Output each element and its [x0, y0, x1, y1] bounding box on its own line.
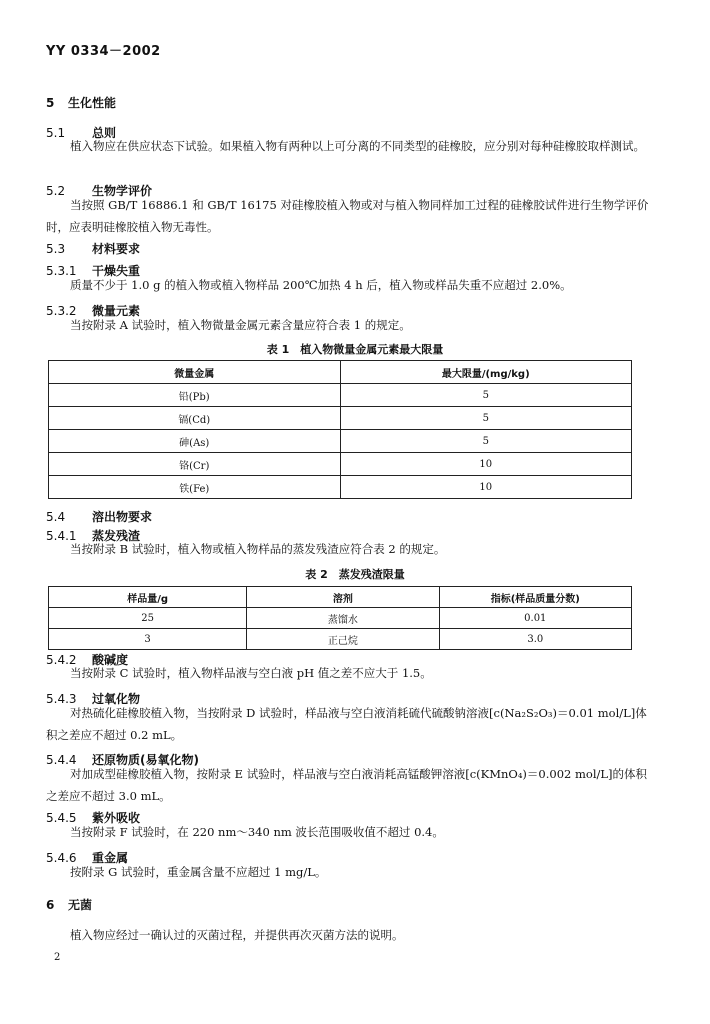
table-header-cell: 最大限量/(mg/kg): [340, 361, 632, 384]
table-cell: 砷(As): [49, 430, 341, 453]
table-cell: 0.01: [439, 608, 631, 629]
table-row: [49, 608, 632, 629]
section-5-4-6-heading: 5.4.6 重金属: [46, 851, 129, 865]
table-cell: 铬(Cr): [49, 453, 341, 476]
section-5-4-4-heading: 5.4.4 还原物质(易氧化物): [46, 753, 199, 767]
section-5-1-heading: 5.1 总则: [46, 126, 117, 140]
table-cell: 铁(Fe): [49, 476, 341, 499]
table-header-row: [49, 361, 632, 384]
table-header-row: [49, 587, 632, 608]
section-5-4-4-text: 对加成型硅橡胶植入物，按附录 E 试验时，样品液与空白液消耗高锰酸钾溶液[c(KMnO₄)＝0.002 mol/L]的体积之差应不超过 3.0 mL。: [46, 767, 647, 803]
table-cell: 25: [49, 608, 247, 629]
table-row: [49, 384, 632, 407]
table-cell: 10: [340, 453, 632, 476]
table-row: [49, 407, 632, 430]
section-5-4-2-text: 当按附录 C 试验时，植入物样品液与空白液 pH 值之差不应大于 1.5。: [70, 666, 432, 680]
table-cell: 5: [340, 384, 632, 407]
table-cell: 5: [340, 407, 632, 430]
table-cell: 蒸馏水: [247, 608, 439, 629]
table-row: [49, 629, 632, 650]
section-6-text: 植入物应经过一确认过的灭菌过程，并提供再次灭菌方法的说明。: [70, 928, 404, 942]
section-5-4-1-text: 当按附录 B 试验时，植入物或植入物样品的蒸发残渣应符合表 2 的规定。: [70, 542, 446, 556]
section-5-4-5-text: 当按附录 F 试验时，在 220 nm～340 nm 波长范围吸收值不超过 0.4。: [70, 825, 444, 839]
section-5-4-5-heading: 5.4.5 紫外吸收: [46, 811, 141, 825]
table-cell: 3: [49, 629, 247, 650]
section-5-2-text: 当按照 GB/T 16886.1 和 GB/T 16175 对硅橡胶植入物或对与植入物同样加工过程的硅橡胶试件进行生物学评价时，应表明硅橡胶植入物无毒性。: [46, 198, 649, 234]
table-cell: 3.0: [439, 629, 631, 650]
table-cell: 10: [340, 476, 632, 499]
table-1: [48, 360, 632, 499]
table-header-cell: 微量金属: [49, 361, 341, 384]
table-row: [49, 476, 632, 499]
section-5-2-heading: 5.2 生物学评价: [46, 184, 153, 198]
table-2: [48, 586, 632, 650]
section-5-heading: 5 生化性能: [46, 96, 117, 110]
section-5-3-1-heading: 5.3.1 干燥失重: [46, 264, 141, 278]
section-6-heading: 6 无菌: [46, 898, 93, 912]
section-5-4-1-heading: 5.4.1 蒸发残渣: [46, 529, 141, 543]
table-cell: 铅(Pb): [49, 384, 341, 407]
table-2-caption: 表 2 蒸发残渣限量: [305, 568, 405, 581]
section-5-4-heading: 5.4 溶出物要求: [46, 510, 153, 524]
section-5-4-3-text: 对热硫化硅橡胶植入物，当按附录 D 试验时，样品液与空白液消耗硫代硫酸钠溶液[c(Na₂S₂O₃)＝0.01 mol/L]体积之差应不超过 0.2 mL。: [46, 706, 647, 742]
table-header-cell: 溶剂: [247, 587, 439, 608]
standard-code-header: YY 0334－2002: [46, 44, 161, 59]
table-cell: 正己烷: [247, 629, 439, 650]
section-5-3-heading: 5.3 材料要求: [46, 242, 141, 256]
table-cell: 镉(Cd): [49, 407, 341, 430]
section-5-3-1-text: 质量不少于 1.0 g 的植入物或植入物样品 200℃加热 4 h 后，植入物或样品失重不应超过 2.0%。: [70, 278, 572, 292]
table-1-caption: 表 1 植入物微量金属元素最大限量: [266, 343, 444, 356]
section-5-4-3-heading: 5.4.3 过氧化物: [46, 692, 141, 706]
table-header-cell: 指标(样品质量分数): [439, 587, 631, 608]
table-header-cell: 样品量/g: [49, 587, 247, 608]
table-row: [49, 430, 632, 453]
section-5-3-2-text: 当按附录 A 试验时，植入物微量金属元素含量应符合表 1 的规定。: [70, 318, 411, 332]
section-5-3-2-heading: 5.3.2 微量元素: [46, 304, 141, 318]
table-row: [49, 453, 632, 476]
section-5-1-text: 植入物应在供应状态下试验。如果植入物有两种以上可分离的不同类型的硅橡胶，应分别对每种硅橡胶取样测试。: [70, 139, 645, 153]
table-cell: 5: [340, 430, 632, 453]
page-number: 2: [54, 952, 61, 963]
section-5-4-6-text: 按附录 G 试验时，重金属含量不应超过 1 mg/L。: [70, 865, 327, 879]
section-5-4-2-heading: 5.4.2 酸碱度: [46, 653, 129, 667]
